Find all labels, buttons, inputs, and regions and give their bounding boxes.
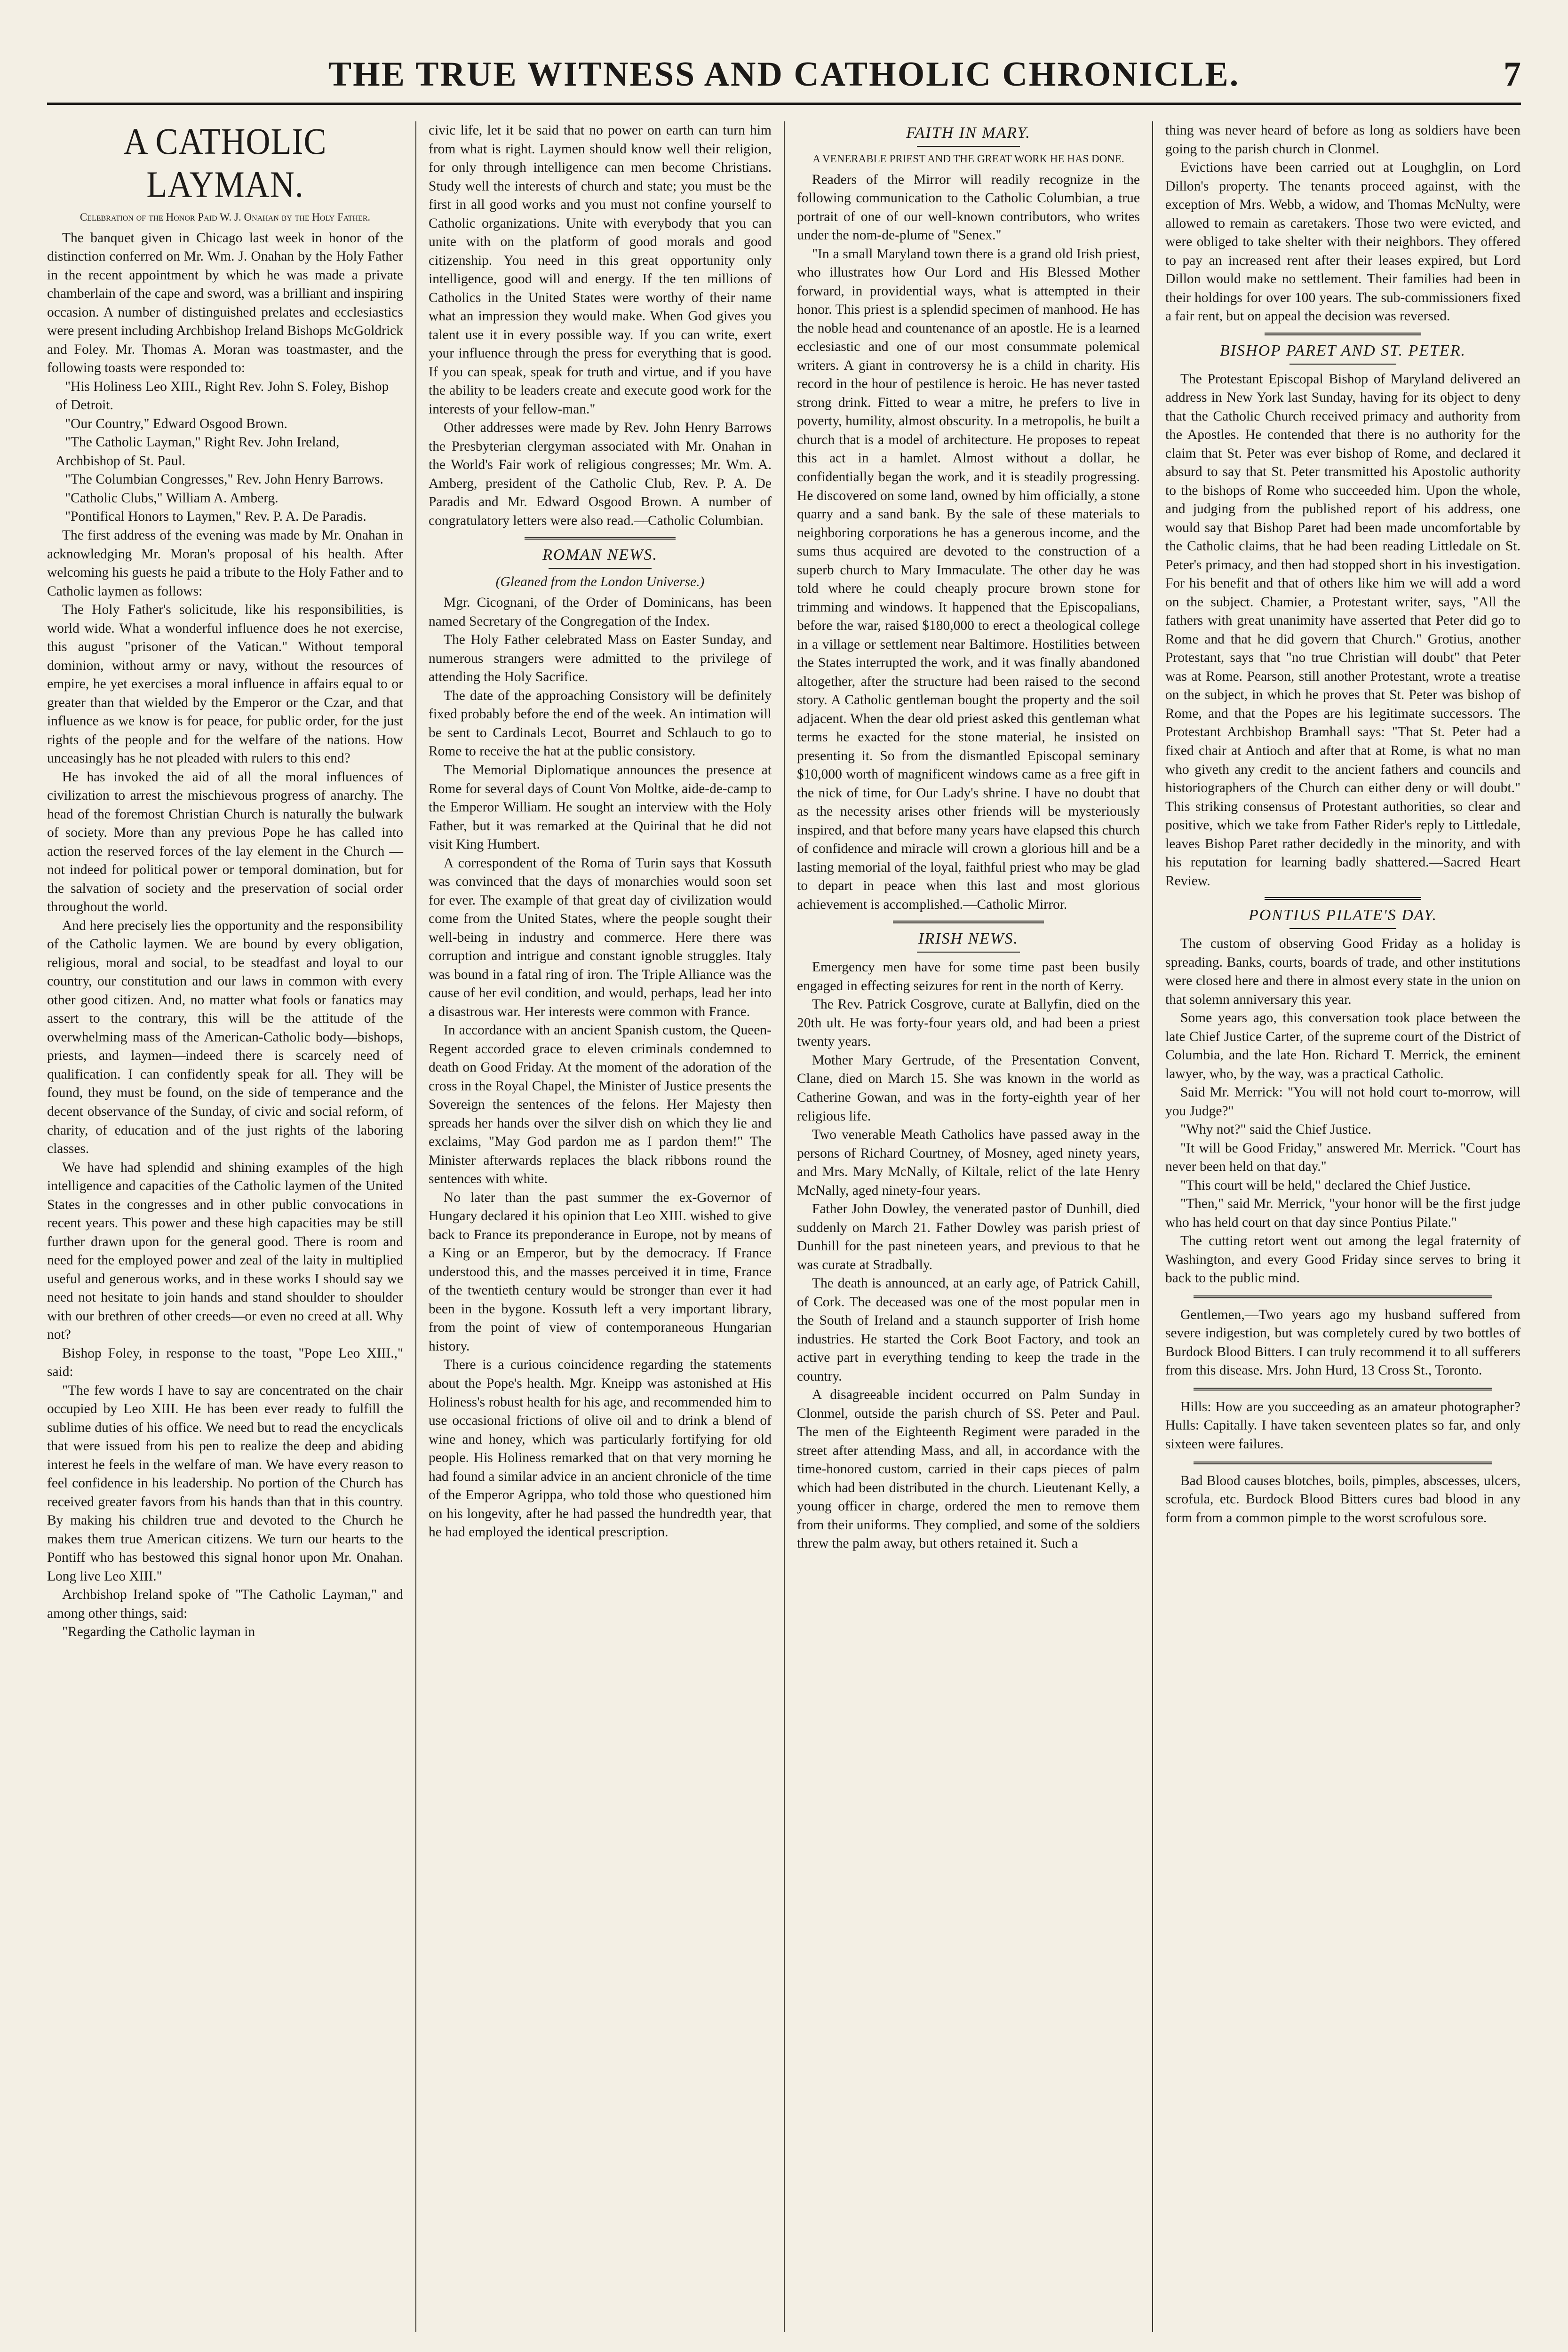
toast-item: "Our Country," Edward Osgood Brown. (65, 416, 287, 431)
paragraph: The cutting retort went out among the legal fraternity of Washington, and every Good Friday since serves to bring it back to the public mind. (1165, 1233, 1520, 1286)
toast-item: "The Catholic Layman," Right Rev. John Ireland, Archbishop of St. Paul. (56, 435, 340, 469)
column-4 (1152, 121, 1520, 2332)
section-rule (917, 146, 1020, 147)
paragraph: thing was never heard of before as long as soldiers have been going to the parish church in Clonmel. (1165, 123, 1520, 157)
paragraph: Evictions have been carried out at Loughglin, on Lord Dillon's property. The tenants proceed against, with the exception of Mrs. Webb, a widow, and Thomas McNulty, were allowed to remain as caretakers. Those two were evicted, and were obliged to take shelter with their neighbors. They offered to pay an increased rent after their leases expired, but Lord Dillon would make no settlement. Their families had been in their holdings for over 100 years. The sub-commissioners fixed a fair rent, but on appeal the decision was reversed. (1165, 160, 1520, 324)
paragraph: "Regarding the Catholic layman in (62, 1624, 255, 1640)
section-title-pontius-pilate: PONTIUS PILATE'S DAY. (1249, 906, 1437, 924)
paragraph: Father John Dowley, the venerated pastor of Dunhill, died suddenly on March 21. Father Dowley was parish priest of Dunhill for the past nineteen years, and previous to that he was curate at Stradbally. (797, 1201, 1140, 1272)
paragraph: The first address of the evening was made by Mr. Onahan in acknowledging Mr. Moran's proposal of his health. After welcoming his guests he paid a tribute to the Holy Father and to Catholic laymen as follows: (47, 528, 403, 599)
paragraph: "It will be Good Friday," answered Mr. Merrick. "Court has never been held on that day." (1165, 1140, 1520, 1175)
paragraph: Other addresses were made by Rev. John Henry Barrows the Presbyterian clergyman associated with Mr. Onahan in the World's Fair work of religious congresses; Mr. Wm. A. Amberg, president of the Catholic Club, Rev. P. A. De Paradis and Mr. Edward Osgood Brown. A number of congratulatory letters were also read.—Catholic Columbian. (429, 420, 772, 528)
paragraph: A correspondent of the Roma of Turin says that Kossuth was convinced that the days of monarchies would soon set for ever. The example of that great day of civilization would come from the United States, where the people sought their well-being in industry and commerce. Here there was corruption and intrigue and constant ignoble struggles. Italy was bound in a fatal ring of iron. The Triple Alliance was the cause of her evil condition, and would, perhaps, lead her into a disastrous war. Her interests were common with France. (429, 855, 772, 1019)
paragraph: The Holy Father celebrated Mass on Easter Sunday, and numerous strangers were admitted to the privilege of attending the Holy Sacrifice. (429, 632, 772, 685)
toast-item: "Catholic Clubs," William A. Amberg. (65, 490, 279, 506)
paragraph: The date of the approaching Consistory will be definitely fixed probably before the end of the week. An intimation will be sent to Cardinals Lecot, Bourret and Schlauch to go to Rome to receive the hat at the public consistory. (429, 688, 772, 759)
headline-catholic-layman: A CATHOLIC LAYMAN. (123, 121, 327, 206)
paragraph: Archbishop Ireland spoke of "The Catholic Layman," and among other things, said: (47, 1587, 403, 1621)
ad-divider (1194, 1462, 1492, 1464)
paragraph: "This court will be held," declared the Chief Justice. (1180, 1177, 1471, 1193)
section-divider (525, 537, 676, 540)
section-title-irish-news: IRISH NEWS. (918, 930, 1019, 948)
paragraph: Mother Mary Gertrude, of the Presentation Convent, Clane, died on March 15. She was known in the world as Catherine Gowan, and was in the forty-eighth year of her religious life. (797, 1052, 1140, 1124)
paragraph: The Rev. Patrick Cosgrove, curate at Ballyfin, died on the 20th ult. He was forty-four years old, and had been a priest twenty years. (797, 997, 1140, 1049)
paragraph: The Holy Father's solicitude, like his responsibilities, is world wide. What a wonderful influence does he not exercise, this august "prisoner of the Vatican." Without temporal dominion, without army or navy, without the resources of empire, he yet exercises a moral influence in affairs equal to or greater than that wielded by the Emperor or the Czar, and that influence as we know is for peace, for public order, for the just rights of the people and for the welfare of the nations. How unceasingly has he not pleaded with rulers to this end? (47, 602, 403, 766)
section-divider (1265, 897, 1421, 900)
paragraph: Bishop Foley, in response to the toast, "Pope Leo XIII.," said: (47, 1345, 403, 1380)
paragraph: "Why not?" said the Chief Justice. (1180, 1122, 1371, 1137)
paragraph: The death is announced, at an early age, of Patrick Cahill, of Cork. The deceased was one of the most popular men in the South of Ireland and a staunch supporter of Irish home industries. He started the Cork Boot Factory, and took an active part in everything tending to keep the trade in the country. (797, 1276, 1140, 1384)
paragraph: No later than the past summer the ex-Governor of Hungary declared it his opinion that Leo XIII. wished to give back to France its preponderance in Europe, not by means of a King or an Emperor, but by the democracy. If France understood this, and the masses perceived it in time, France of the twentieth century would be stronger than ever it had been in the bygone. Kossuth left a very important library, from the point of view of contemporaneous Hungarian history. (429, 1190, 772, 1354)
paragraph: The Protestant Episcopal Bishop of Maryland delivered an address in New York last Sunday, having for its object to deny that the Catholic Church received primacy and authority from the Apostles. He contended that there is no authority for the claim that St. Peter was ever bishop of Rome, and declared it absurd to say that St. Peter transmitted his Apostolic authority to the bishops of Rome who succeeded him. Upon the whole, and judging from the published report of his address, one would say that Bishop Paret had been made uncomfortable by the Catholic claims, that he had been reading Littledale on St. Peter's primacy, and then had stopped short in his investigation. For his benefit and that of others like him we will add a word on the subject. Chamier, a Protestant writer, says, "All the fathers with great unanimity have asserted that Peter did go to Rome and that he did govern that Church." Grotius, another Protestant, says that "no true Christian will doubt" that Peter was at Rome. Pearson, still another Protestant, wrote a treatise on the subject, in which he proves that St. Peter was bishop of Rome, and that the Popes are his legitimate successors. The Protestant Archbishop Bramhall says: "That St. Peter had a fixed chair at Antioch and after that at Rome, is what no man who giveth any credit to the ancient fathers and councils and historiographers of the Church can either deny or will doubt." This striking consensus of Protestant authorities, so clear and positive, which we take from Father Rider's reply to Littledale, leaves Bishop Paret rather decidedly in the minority, and with his reputation for learning badly shattered.—Sacred Heart Review. (1165, 371, 1520, 889)
paragraph: We have had splendid and shining examples of the high intelligence and capacities of the Catholic laymen of the United States in the congresses and in other public convocations in recent years. This power and these high capacities may be still further drawn upon for the general good. There is room and need for the employed power and zeal of the laity in multiplied useful and generous works, and in these works I should say we need not hesitate to join hands and stand shoulder to shoulder with our brethren of other creeds—or even no creed at all. Why not? (47, 1160, 403, 1343)
article-subhead: Celebration of the Honor Paid W. J. Onahan by the Holy Father. (80, 211, 371, 223)
section-title-bishop-paret: BISHOP PARET AND ST. PETER. (1219, 342, 1466, 359)
paragraph: Emergency men have for some time past been busily engaged in effecting seizures for rent in the north of Kerry. (797, 960, 1140, 993)
newspaper-title: THE TRUE WITNESS AND CATHOLIC CHRONICLE. (328, 55, 1240, 94)
paragraph: Two venerable Meath Catholics have passed away in the persons of Richard Courtney, of Mosney, aged ninety years, and Mrs. Mary McNally, of Kiltale, relict of the late Henry McNally, aged ninety-four years. (797, 1127, 1140, 1198)
column-2 (415, 121, 784, 2332)
masthead (47, 51, 1521, 105)
section-rule (549, 568, 652, 569)
paragraph: Mgr. Cicognani, of the Order of Dominicans, has been named Secretary of the Congregation of the Index. (429, 595, 772, 629)
ad-divider (1194, 1295, 1492, 1298)
section-title-roman-news: ROMAN NEWS. (542, 546, 658, 564)
joke-item: Hills: How are you succeeding as an amateur photographer? Hulls: Capitally. I have taken seventeen plates so far, and only sixteen were failures. (1165, 1399, 1520, 1452)
section-title-faith-in-mary: FAITH IN MARY. (906, 124, 1031, 142)
paragraph: "In a small Maryland town there is a grand old Irish priest, who illustrates how Our Lord and His Blessed Mother forward, in providential ways, what is attempted in their honor. This priest is a splendid specimen of manhood. He has the noble head and countenance of an apostle. He is a learned ecclesiastic and one of our most consummate polemical writers. A giant in controversy he is a child in charity. His record in the hour of pestilence is heroic. He has never tasted strong drink. Fitted to wear a mitre, he prefers to live in poverty, humility, almost obscurity. In a metropolis, he built a church that is a model of architecture. He proposes to repeat this act in a hamlet. Almost without a dollar, he confidentially began the work, and it is steadily progressing. He discovered on some land, owned by him officially, a stone quarry and a sand bank. By the sale of these materials to neighboring corporations he has a generous income, and the sums thus acquired are devoted to the construction of a superb church to Mary Immaculate. The other day he was told where he could cheaply procure brown stone for trimming and windows. It happened that the Episcopalians, before the war, raised $180,000 to erect a theological college in a village or settlement near Baltimore. Hostilities between the States interrupted the work, and it was finally abandoned altogether, after the structure had been raised to the second story. A Catholic gentleman bought the property and the soil adjacent. When the dear old priest asked this gentleman what terms he exacted for the stone material, he insisted on presenting it. So from the dismantled Episcopal seminary $10,000 worth of magnificent windows came as a free gift in the nick of time, for Our Lady's shrine. I have no doubt that as the necessity arises other friends will be mysteriously inspired, and that before many years have elapsed this church of confidence and miracle will crown a glorious hill and be a lasting memorial of the loyal, faithful priest who may be glad to depart in peace when this last and most glorious achievement is accomplished.—Catholic Mirror. (797, 246, 1140, 912)
toast-item: "Pontifical Honors to Laymen," Rev. P. A. De Paradis. (65, 509, 366, 524)
advertisement-bad-blood: Bad Blood causes blotches, boils, pimples, abscesses, ulcers, scrofula, etc. Burdock Blood Bitters cures bad blood in any form from a common pimple to the worst scrofulous sore. (1165, 1473, 1520, 1526)
column-1 (47, 121, 415, 2332)
section-rule (1289, 364, 1396, 365)
page-number: 7 (1504, 55, 1521, 94)
source-note: (Gleaned from the London Universe.) (495, 574, 705, 590)
paragraph: There is a curious coincidence regarding the statements about the Pope's health. Mgr. Kneipp was astonished at His Holiness's robust health for his age, and recommended him to use occasional frictions of olive oil and to drink a blend of wine and honey, which was particularly fortifying for old people. His Holiness remarked that on that very morning he had found a similar advice in an ancient chronicle of the time of the Emperor Agrippa, who told those who questioned him on his longevity, after he had passed the hundredth year, that he had employed the identical prescription. (429, 1357, 772, 1540)
paragraph: The custom of observing Good Friday as a holiday is spreading. Banks, courts, boards of trade, and other institutions were closed here and there in almost every state in the union on that solemn anniversary this year. (1165, 936, 1520, 1007)
article-subhead: A VENERABLE PRIEST AND THE GREAT WORK HE HAS DONE. (812, 153, 1124, 165)
paragraph: civic life, let it be said that no power on earth can turn him from what is right. Laymen should know well their religion, for only through intelligence can men become Christians. Study well the interests of church and state; you must be the first in all good works and you must not confine yourself to Catholic organizations. Unite with everybody that you can unite with on the platform of good morals and good citizenship. You need in this great opportunity only intelligence, good will and energy. If the ten millions of Catholics in the United States were worthy of their name what an impression they would make. When God gives you talent use it in every possible way. If you can write, exert your influence through the press for everything that is good. If you can speak, speak for truth and virtue, and if you have the ability to be leaders create and execute good work for the interests of your fellow-man." (429, 123, 772, 417)
column-3 (784, 121, 1152, 2332)
paragraph: Said Mr. Merrick: "You will not hold court to-morrow, will you Judge?" (1165, 1085, 1520, 1119)
paragraph: In accordance with an ancient Spanish custom, the Queen-Regent accorded grace to eleven criminals condemned to death on Good Friday. At the moment of the adoration of the cross in the Royal Chapel, the Minister of Justice presents the Sovereign the sentences of the felons. Her Majesty then spreads her hands over the silver dish on which they lie and exclaims, "May God pardon me as I pardon them!" The Minister afterwards replaces the black ribbons round the sentences with white. (429, 1023, 772, 1187)
toast-item: "His Holiness Leo XIII., Right Rev. John S. Foley, Bishop of Detroit. (56, 379, 389, 413)
paragraph: The banquet given in Chicago last week in honor of the distinction conferred on Mr. Wm. J. Onahan by the Holy Father in the recent appointment by which he was made a private chamberlain of the cape and sword, was a brilliant and inspiring occasion. A number of distinguished prelates and ecclesiastics were present including Archbishop Ireland Bishops McGoldrick and Foley. Mr. Thomas A. Moran was toastmaster, and the following toasts were responded to: (47, 230, 404, 376)
paragraph: Readers of the Mirror will readily recognize in the following communication to the Catholic Columbian, a true portrait of one of our well-known contributors, who writes under the nom-de-plume of "Senex." (797, 172, 1140, 243)
paragraph: "Then," said Mr. Merrick, "your honor will be the first judge who has held court on that day since Pontius Pilate." (1165, 1196, 1520, 1230)
toast-item: "The Columbian Congresses," Rev. John Henry Barrows. (65, 472, 383, 487)
advertisement-testimonial: Gentlemen,—Two years ago my husband suffered from severe indigestion, but was completely cured by two bottles of Burdock Blood Bitters. I can truly recommend it to all sufferers from this disease. Mrs. John Hurd, 13 Cross St., Toronto. (1165, 1307, 1520, 1378)
paragraph: Some years ago, this conversation took place between the late Chief Justice Carter, of the supreme court of the District of Columbia, and the late Hon. Richard T. Merrick, the eminent lawyer, who, by the way, was a practical Catholic. (1165, 1010, 1520, 1081)
section-rule (917, 952, 1020, 953)
section-rule (1289, 928, 1396, 929)
paragraph: "The few words I have to say are concentrated on the chair occupied by Leo XIII. He has been ever ready to fulfill the sublime duties of his office. We need but to read the encyclicals that were issued from his pen to realize the deep and abiding interest he feels in the welfare of man. We have every reason to feel confidence in his leadership. No portion of the Church has received greater favors from his hands than that in this country. By making his children true and devoted to the Church he makes them true American citizens. We turn our hearts to the Pontiff who has bestowed this signal honor upon Mr. Onahan. Long live Leo XIII." (47, 1383, 403, 1584)
paragraph: And here precisely lies the opportunity and the responsibility of the Catholic laymen. We are bound by every obligation, religious, moral and social, to be steadfast and loyal to our country, our constitution and our laws in common with every other good citizen. And, no matter what fools or fanatics may assert to the contrary, this will be the attitude of the overwhelming mass of the American-Catholic body—bishops, priests, and laymen—indeed there is scarcely need of qualification. I can confidently speak for all. They will be found, they must be found, on the side of temperance and the decent observance of the Sunday, of civic and social reform, of charity, of education and of the just rights of the laboring classes. (47, 918, 403, 1157)
section-divider (893, 921, 1044, 923)
article-columns (47, 121, 1521, 2332)
paragraph: The Memorial Diplomatique announces the presence at Rome for several days of Count Von Moltke, aide-de-camp to the Emperor William. He sought an interview with the Holy Father, but it was remarked at the Quirinal that he did not visit King Humbert. (429, 762, 772, 852)
ad-divider (1194, 1388, 1492, 1391)
paragraph: A disagreeable incident occurred on Palm Sunday in Clonmel, outside the parish church of SS. Peter and Paul. The men of the Eighteenth Regiment were paraded in the street after attending Mass, and all, in accordance with the time-honored custom, carried in their caps pieces of palm which had been distributed in the church. Lieutenant Kelly, a young officer in charge, ordered the men to remove them from their uniforms. They complied, and some of the soldiers threw the palm away, but others retained it. Such a (797, 1387, 1140, 1551)
section-divider (1265, 333, 1421, 335)
paragraph: He has invoked the aid of all the moral influences of civilization to arrest the mischievous progress of anarchy. The head of the foremost Christian Church is naturally the bulwark of society. More than any previous Pope he has called into action the reserved forces of the lay element in the Church —not indeed for political power or temporal domination, but for the salvation of society and the preservation of social order throughout the world. (47, 769, 403, 915)
